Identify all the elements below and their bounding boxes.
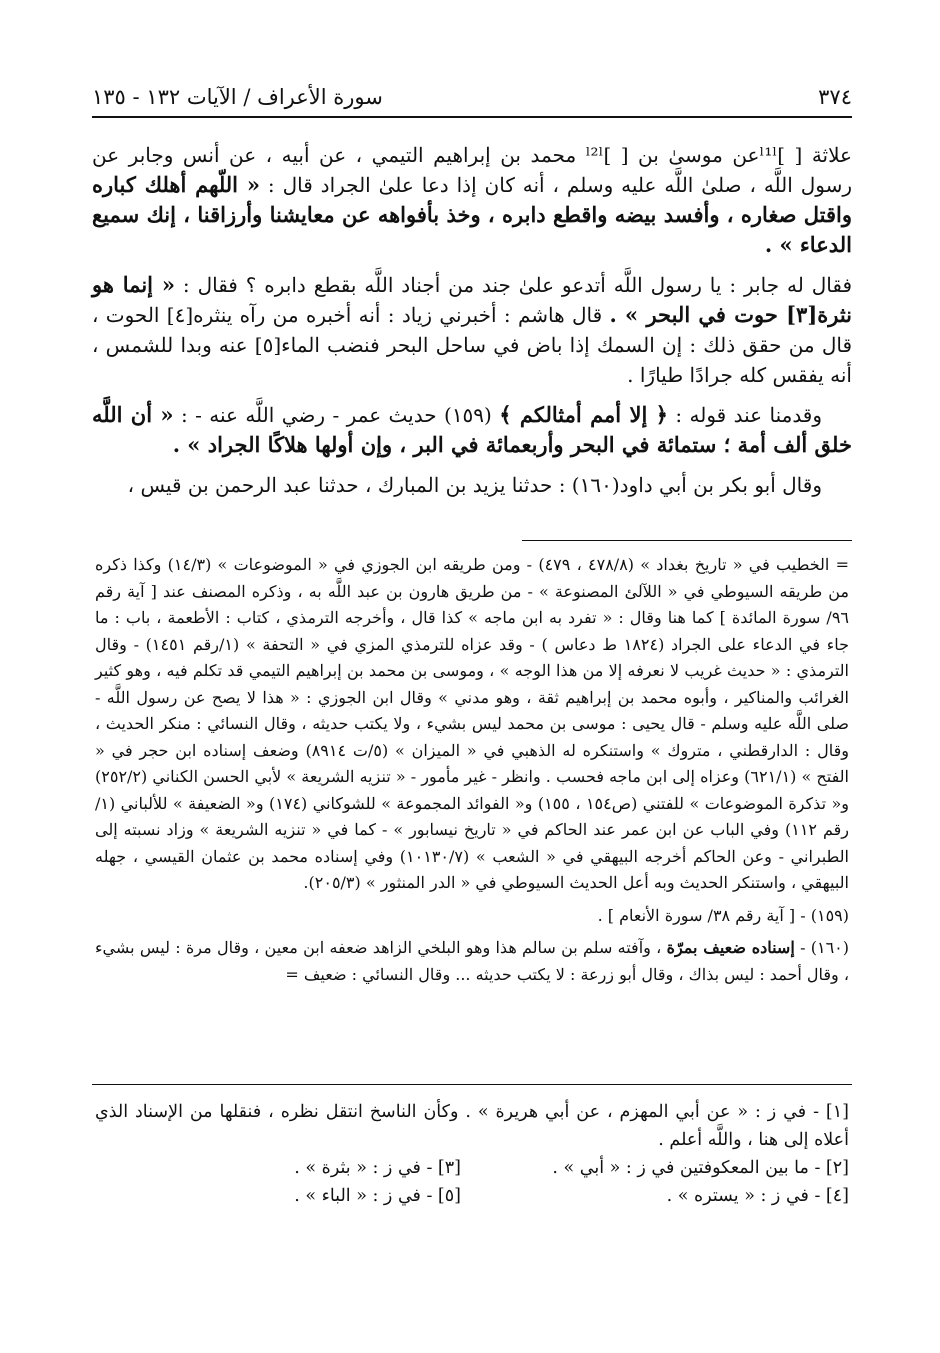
manuscript-note-4: [٤] - في ز : « يستره » . <box>666 1186 849 1206</box>
grading-text: إسناده ضعيف بمرّة <box>666 938 795 957</box>
manuscript-note-3: [٣] - في ز : « بثرة » . <box>294 1158 461 1178</box>
manuscript-notes <box>95 1098 849 1210</box>
footnote-159: (١٥٩) - [ آية رقم ٣٨/ سورة الأنعام ] . <box>597 905 849 925</box>
footnote-separator <box>522 540 852 541</box>
footnote-160: (١٦٠) - إسناده ضعيف بمرّة ، وآفته سلم بن سالم هذا وهو البلخي الزاهد ضعفه ابن معين ، وقال مرة : ليس بشيء ، وقال أحمد : ليس بذاك ، وقال أبو زرعة : لا يكتب حديثه ... وقال النسائي : ضعيف = <box>95 938 850 984</box>
quran-verse: ﴿ إلا أمم أمثالكم ﴾ <box>499 402 668 427</box>
main-text <box>92 140 852 510</box>
page-header <box>92 82 852 112</box>
paragraph-1: علاثة [ ]ˡ¹ˡعن موسىٰ بن [ ]ˡ²ˡ محمد بن إبراهيم التيمي ، عن أبيه ، عن أنس وجابر عن رسول اللَّه ، صلىٰ اللَّه عليه وسلم ، أنه كان إذا دعا علىٰ الجراد قال : « اللّهم أهلك كباره واقتل صغاره ، وأفسد بيضه واقطع دابره ، وخذ بأفواهه عن معايشنا وأرزاقنا ، إنك سميع الدعاء » . <box>92 143 853 257</box>
manuscript-notes-separator <box>92 1084 852 1085</box>
manuscript-notes-row-2 <box>95 1182 849 1210</box>
manuscript-notes-row-1 <box>95 1154 849 1182</box>
paragraph-4: وقال أبو بكر بن أبي داود(١٦٠) : حدثنا يزيد بن المبارك ، حدثنا عبد الرحمن بن قيس ، <box>127 473 822 497</box>
hadith-text: « إنما هو نثرة[٣] حوت في البحر » . <box>92 272 853 327</box>
manuscript-note-5: [٥] - في ز : « الباء » . <box>294 1186 461 1206</box>
header-rule <box>92 116 852 118</box>
paragraph-2: فقال له جابر : يا رسول اللَّه أتدعو علىٰ جند من أجناد اللَّه بقطع دابره ؟ فقال : « إنما هو نثرة[٣] حوت في البحر » . قال هاشم : أخبرني زياد : أنه أخبره من رآه ينثره[٤] الحوت ، قال من حقق ذلك : إن السمك إذا باض في ساحل البحر فنضب الماء[٥] عنه وبدا للشمس ، أنه يفقس كله جرادًا طيارًا . <box>92 272 853 387</box>
footnotes <box>95 552 849 994</box>
page-number: ٣٧٤ <box>818 85 852 109</box>
paragraph-3: وقدمنا عند قوله : ﴿ إلا أمم أمثالكم ﴾ (١٥٩) حديث عمر - رضي اللَّه عنه - : « أن اللَّه خلق ألف أمة ؛ ستمائة في البحر وأربعمائة في البر ، وإن أولها هلاكًا الجراد » . <box>92 402 852 457</box>
manuscript-note-1: [١] - في ز : « عن أبي المهزم ، عن أبي هريرة » . وكأن الناسخ انتقل نظره ، فنقلها من الإسناد الذي أعلاه إلى هنا ، واللَّه أعلم . <box>95 1102 849 1150</box>
manuscript-note-2: [٢] - ما بين المعكوفتين في ز : « أبي » . <box>552 1158 849 1178</box>
running-title: سورة الأعراف / الآيات ١٣٢ - ١٣٥ <box>92 85 383 109</box>
footnote-continuation: = الخطيب في « تاريخ بغداد » (٤٧٨/٨ ، ٤٧٩) - ومن طريقه ابن الجوزي في « الموضوعات » (١٤/٣) وكذا ذكره من طريقه السيوطي في « اللآلئ المصنوعة » - من طريق هارون بن عبد اللَّه به ، وذكره المصنف عند [ آية رقم ٩٦/ سورة المائدة ] كما هنا وقال : « تفرد به ابن ماجه » كذا قال ، وأخرجه الترمذي ، كتاب : الأطعمة ، باب : ما جاء في الدعاء على الجراد (١٨٢٤ ط دعاس ) - وقد عزاه للترمذي المزي في « التحفة » (١/رقم ١٤٥١) - وقال الترمذي : « حديث غريب لا نعرفه إلا من هذا الوجه » ، وموسى بن محمد بن إبراهيم التيمي قد تكلم فيه ، وهو كثير الغرائب والمناكير ، وأبوه محمد بن إبراهيم ثقة ، وهو مدني » وقال ابن الجوزي : « هذا لا يصح عن رسول اللَّه - صلى اللَّه عليه وسلم - قال يحيى : موسى بن محمد ليس بشيء ، ولا يكتب حديثه ، وقال النسائي : منكر الحديث ، وقال : الدارقطني ، متروك » واستنكره له الذهبي في « الميزان » (٥/ت ٨٩١٤) وضعف إسناده ابن حجر في « الفتح » (٦٢١/١) وعزاه إلى ابن ماجه فحسب . وانظر - غير مأمور - « تنزيه الشريعة » لأبي الحسن الكناني (٢٥٢/٢) و« تذكرة الموضوعات » للفتني (ص١٥٤ ، ١٥٥) و« الفوائد المجموعة » للشوكاني (١٧٤) و« الضعيفة » للألباني (١/رقم ١١٢) وفي الباب عن ابن عمر عند الحاكم في « تاريخ نيسابور » - كما في « تنزيه الشريعة » وزاد نسبته إلى الطبراني - وعن الحاكم أخرجه البيهقي في « الشعب » (١٠١٣٠/٧) وفي إسناده محمد بن عثمان القيسي ، جهله البيهقي ، واستنكر الحديث وبه أعل الحديث السيوطي في « الدر المنثور » (٢٠٥/٣). <box>95 555 850 892</box>
prayer-text: « اللّهم أهلك كباره واقتل صغاره ، وأفسد بيضه واقطع دابره ، وخذ بأفواهه عن معايشنا وأرزاقنا ، إنك سميع الدعاء » . <box>92 172 852 257</box>
hadith-text-omar: « أن اللَّه خلق ألف أمة ؛ ستمائة في البحر وأربعمائة في البر ، وإن أولها هلاكًا الجراد » . <box>92 402 852 457</box>
